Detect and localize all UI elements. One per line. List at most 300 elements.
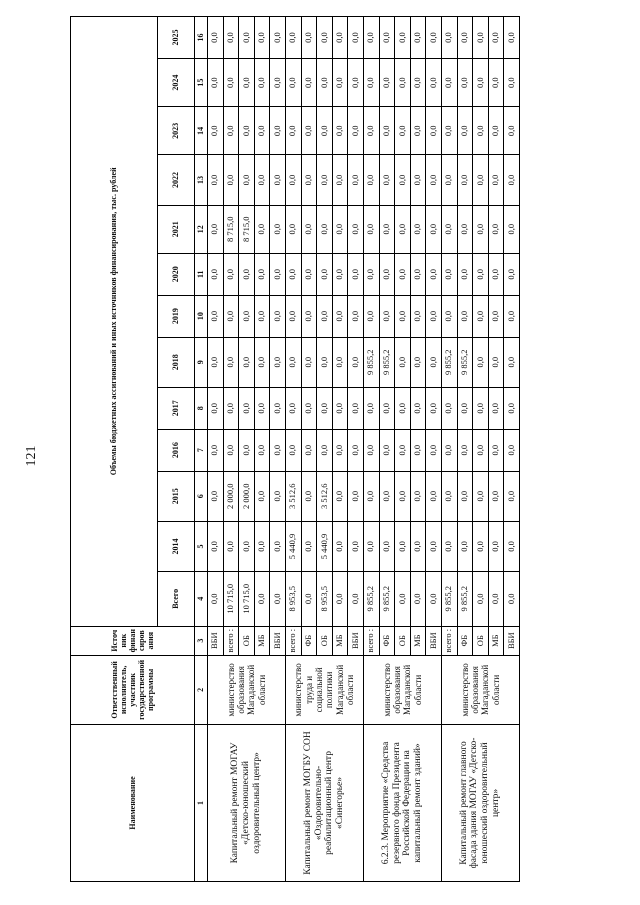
- year-value: 0,0: [473, 17, 489, 59]
- year-value: 0,0: [301, 429, 317, 471]
- year-header: 2018: [158, 337, 195, 387]
- year-value: 0,0: [254, 107, 270, 155]
- year-value: 0,0: [504, 295, 520, 337]
- index-cell: 6: [195, 471, 208, 521]
- year-value: 0,0: [457, 521, 473, 571]
- rotated-table-wrapper: [70, 16, 570, 882]
- index-cell: 2: [195, 655, 208, 724]
- year-value: 0,0: [223, 429, 239, 471]
- year-value: 0,0: [239, 17, 255, 59]
- year-value: 0,0: [426, 253, 442, 295]
- year-value: 0,0: [332, 429, 348, 471]
- year-value: 0,0: [285, 337, 301, 387]
- total-value: 9 855,2: [457, 572, 473, 626]
- year-value: 0,0: [504, 107, 520, 155]
- total-value: 9 855,2: [441, 572, 457, 626]
- index-cell: 16: [195, 17, 208, 59]
- year-value: 0,0: [395, 295, 411, 337]
- year-value: 0,0: [410, 107, 426, 155]
- year-value: 0,0: [208, 253, 224, 295]
- year-value: 0,0: [348, 59, 364, 107]
- year-value: 9 855,2: [379, 337, 395, 387]
- activity-name: 6.2.3. Мероприятие «Средства резервного фонда Президента Российской Федерации на капитальный ремонт зданий»: [363, 724, 441, 881]
- year-value: 0,0: [473, 337, 489, 387]
- total-value: 0,0: [208, 572, 224, 626]
- funding-source: ОБ: [473, 626, 489, 655]
- funding-source: ОБ: [239, 626, 255, 655]
- year-value: 0,0: [317, 205, 333, 253]
- year-value: 0,0: [223, 17, 239, 59]
- year-value: 0,0: [348, 17, 364, 59]
- year-header: 2016: [158, 429, 195, 471]
- year-value: 0,0: [270, 295, 286, 337]
- year-value: 0,0: [208, 387, 224, 429]
- year-value: 0,0: [239, 429, 255, 471]
- year-value: 0,0: [208, 59, 224, 107]
- year-value: 0,0: [348, 295, 364, 337]
- year-value: 0,0: [332, 471, 348, 521]
- year-value: 0,0: [332, 253, 348, 295]
- year-value: 8 715,0: [223, 205, 239, 253]
- year-value: 0,0: [410, 337, 426, 387]
- year-value: 0,0: [301, 387, 317, 429]
- year-value: 0,0: [270, 387, 286, 429]
- year-value: 0,0: [410, 59, 426, 107]
- year-value: 0,0: [332, 155, 348, 205]
- year-value: 0,0: [239, 155, 255, 205]
- total-value: 9 855,2: [363, 572, 379, 626]
- year-value: 0,0: [426, 59, 442, 107]
- year-value: 0,0: [504, 471, 520, 521]
- year-value: 0,0: [223, 107, 239, 155]
- year-value: 0,0: [504, 429, 520, 471]
- year-value: 0,0: [473, 155, 489, 205]
- year-value: 0,0: [441, 471, 457, 521]
- year-value: 0,0: [410, 205, 426, 253]
- year-value: 0,0: [395, 107, 411, 155]
- year-value: 9 855,2: [363, 337, 379, 387]
- year-value: 3 512,6: [285, 471, 301, 521]
- year-value: 0,0: [317, 387, 333, 429]
- year-value: 0,0: [426, 295, 442, 337]
- year-value: 0,0: [426, 387, 442, 429]
- year-value: 0,0: [301, 17, 317, 59]
- year-value: 0,0: [504, 17, 520, 59]
- year-value: 0,0: [208, 521, 224, 571]
- year-value: 0,0: [348, 471, 364, 521]
- year-value: 0,0: [395, 521, 411, 571]
- col-source-header: Источ ник финан сиров ания: [71, 626, 195, 655]
- total-value: 0,0: [504, 572, 520, 626]
- year-value: 0,0: [332, 337, 348, 387]
- header-row-1: [71, 17, 158, 882]
- total-value: 0,0: [395, 572, 411, 626]
- year-header: 2017: [158, 387, 195, 429]
- funding-source: МБ: [254, 626, 270, 655]
- year-value: 0,0: [208, 155, 224, 205]
- funding-source: МБ: [332, 626, 348, 655]
- year-value: 0,0: [285, 253, 301, 295]
- index-cell: 7: [195, 429, 208, 471]
- year-value: 0,0: [317, 295, 333, 337]
- activity-name: Капитальный ремонт главного фасада здания МОГАУ «Детско-юношеский оздоровительный центр»: [441, 724, 519, 881]
- total-value: 0,0: [332, 572, 348, 626]
- year-header: 2014: [158, 521, 195, 571]
- year-value: 0,0: [441, 59, 457, 107]
- year-value: 0,0: [301, 59, 317, 107]
- total-value: 9 855,2: [379, 572, 395, 626]
- financing-table: [70, 16, 520, 882]
- year-value: 0,0: [254, 429, 270, 471]
- year-value: 0,0: [285, 155, 301, 205]
- year-value: 0,0: [363, 521, 379, 571]
- year-value: 0,0: [363, 471, 379, 521]
- year-value: 0,0: [285, 387, 301, 429]
- index-cell: 14: [195, 107, 208, 155]
- index-cell: 1: [195, 724, 208, 881]
- year-value: 0,0: [301, 205, 317, 253]
- year-value: 0,0: [270, 107, 286, 155]
- year-value: 0,0: [363, 205, 379, 253]
- year-value: 0,0: [208, 337, 224, 387]
- index-cell: 11: [195, 253, 208, 295]
- table-row: [208, 17, 224, 882]
- year-header: 2025: [158, 17, 195, 59]
- year-value: 0,0: [348, 429, 364, 471]
- year-value: 0,0: [254, 17, 270, 59]
- year-value: 0,0: [348, 107, 364, 155]
- year-value: 0,0: [317, 155, 333, 205]
- year-value: 0,0: [395, 253, 411, 295]
- total-value: 0,0: [254, 572, 270, 626]
- year-value: 0,0: [285, 17, 301, 59]
- year-value: 0,0: [379, 471, 395, 521]
- activity-name: Капитальный ремонт МОГАУ «Детско-юношеский оздоровительный центр»: [208, 724, 286, 881]
- year-value: 0,0: [457, 253, 473, 295]
- year-value: 0,0: [208, 429, 224, 471]
- funding-source: ВБИ: [348, 626, 364, 655]
- year-value: 5 440,9: [317, 521, 333, 571]
- year-value: 0,0: [379, 205, 395, 253]
- year-value: 0,0: [332, 107, 348, 155]
- year-value: 0,0: [410, 295, 426, 337]
- year-value: 0,0: [379, 155, 395, 205]
- year-value: 0,0: [270, 59, 286, 107]
- year-value: 0,0: [473, 387, 489, 429]
- year-value: 2 000,0: [239, 471, 255, 521]
- year-value: 0,0: [317, 59, 333, 107]
- year-value: 0,0: [426, 337, 442, 387]
- year-value: 0,0: [270, 205, 286, 253]
- year-value: 0,0: [270, 471, 286, 521]
- year-value: 0,0: [410, 471, 426, 521]
- year-value: 0,0: [395, 17, 411, 59]
- year-value: 0,0: [379, 521, 395, 571]
- year-value: 0,0: [488, 253, 504, 295]
- year-value: 0,0: [395, 205, 411, 253]
- year-value: 0,0: [457, 295, 473, 337]
- year-value: 0,0: [426, 107, 442, 155]
- year-value: 0,0: [270, 429, 286, 471]
- year-header: 2023: [158, 107, 195, 155]
- year-value: 0,0: [239, 59, 255, 107]
- year-value: 0,0: [504, 155, 520, 205]
- funding-source: ФБ: [457, 626, 473, 655]
- year-value: 0,0: [488, 337, 504, 387]
- total-value: 0,0: [301, 572, 317, 626]
- year-value: 0,0: [426, 205, 442, 253]
- year-value: 0,0: [379, 387, 395, 429]
- year-value: 3 512,6: [317, 471, 333, 521]
- year-value: 0,0: [317, 253, 333, 295]
- year-value: 0,0: [208, 295, 224, 337]
- year-value: 0,0: [410, 429, 426, 471]
- funding-source: всего :: [285, 626, 301, 655]
- year-value: 0,0: [348, 387, 364, 429]
- year-value: 0,0: [426, 155, 442, 205]
- total-value: 0,0: [473, 572, 489, 626]
- year-value: 0,0: [473, 521, 489, 571]
- year-value: 0,0: [379, 107, 395, 155]
- total-value: 10 715,0: [223, 572, 239, 626]
- year-value: 8 715,0: [239, 205, 255, 253]
- year-value: 0,0: [395, 387, 411, 429]
- year-value: 0,0: [223, 59, 239, 107]
- year-value: 0,0: [410, 17, 426, 59]
- year-value: 0,0: [441, 387, 457, 429]
- total-value: 8 953,5: [285, 572, 301, 626]
- year-value: 0,0: [363, 253, 379, 295]
- year-value: 0,0: [410, 155, 426, 205]
- year-value: 0,0: [395, 155, 411, 205]
- year-value: 0,0: [363, 155, 379, 205]
- year-value: 0,0: [301, 337, 317, 387]
- year-value: 0,0: [457, 17, 473, 59]
- year-value: 0,0: [504, 521, 520, 571]
- year-value: 0,0: [332, 521, 348, 571]
- year-value: 0,0: [426, 521, 442, 571]
- year-value: 0,0: [457, 107, 473, 155]
- funding-source: ФБ: [379, 626, 395, 655]
- year-value: 0,0: [363, 429, 379, 471]
- year-value: 0,0: [457, 471, 473, 521]
- table-row: [363, 17, 379, 882]
- index-cell: 9: [195, 337, 208, 387]
- year-value: 0,0: [441, 295, 457, 337]
- funding-source: всего :: [441, 626, 457, 655]
- year-value: 0,0: [285, 295, 301, 337]
- year-value: 0,0: [488, 155, 504, 205]
- year-value: 0,0: [473, 429, 489, 471]
- year-value: 0,0: [239, 337, 255, 387]
- total-value: 10 715,0: [239, 572, 255, 626]
- year-header: 2021: [158, 205, 195, 253]
- year-value: 0,0: [379, 17, 395, 59]
- index-cell: 5: [195, 521, 208, 571]
- year-value: 0,0: [441, 155, 457, 205]
- year-value: 0,0: [441, 521, 457, 571]
- total-value: 0,0: [426, 572, 442, 626]
- year-value: 0,0: [270, 17, 286, 59]
- year-value: 0,0: [426, 17, 442, 59]
- year-value: 0,0: [254, 253, 270, 295]
- index-cell: 3: [195, 626, 208, 655]
- funding-source: ОБ: [317, 626, 333, 655]
- year-value: 0,0: [301, 295, 317, 337]
- year-value: 0,0: [285, 429, 301, 471]
- year-value: 0,0: [504, 205, 520, 253]
- year-value: 0,0: [254, 59, 270, 107]
- year-value: 0,0: [239, 253, 255, 295]
- year-value: 0,0: [317, 107, 333, 155]
- year-value: 0,0: [270, 337, 286, 387]
- year-value: 0,0: [270, 521, 286, 571]
- year-value: 0,0: [488, 17, 504, 59]
- year-value: 0,0: [363, 59, 379, 107]
- year-value: 0,0: [254, 155, 270, 205]
- year-value: 0,0: [504, 387, 520, 429]
- year-value: 0,0: [208, 17, 224, 59]
- year-value: 0,0: [239, 387, 255, 429]
- year-value: 0,0: [504, 59, 520, 107]
- index-cell: 8: [195, 387, 208, 429]
- year-value: 0,0: [301, 521, 317, 571]
- year-value: 0,0: [379, 59, 395, 107]
- col-total-header: Всего: [158, 572, 195, 626]
- year-value: 0,0: [457, 59, 473, 107]
- year-value: 0,0: [254, 387, 270, 429]
- year-value: 0,0: [488, 521, 504, 571]
- total-value: 0,0: [410, 572, 426, 626]
- year-value: 0,0: [441, 107, 457, 155]
- year-value: 0,0: [223, 253, 239, 295]
- year-value: 0,0: [348, 253, 364, 295]
- index-cell: 10: [195, 295, 208, 337]
- year-header: 2015: [158, 471, 195, 521]
- volume-title-header: Объемы бюджетных ассигнований и иных источников финансирования, тыс. рублей: [71, 17, 158, 627]
- year-value: 0,0: [363, 387, 379, 429]
- year-value: 0,0: [395, 429, 411, 471]
- year-value: 0,0: [473, 253, 489, 295]
- funding-source: ВБИ: [208, 626, 224, 655]
- year-value: 0,0: [332, 17, 348, 59]
- year-value: 0,0: [426, 429, 442, 471]
- funding-source: всего :: [223, 626, 239, 655]
- year-value: 0,0: [239, 295, 255, 337]
- year-value: 0,0: [457, 205, 473, 253]
- col-name-header: Наименование: [71, 724, 195, 881]
- year-value: 0,0: [285, 59, 301, 107]
- year-value: 0,0: [363, 295, 379, 337]
- year-value: 0,0: [285, 107, 301, 155]
- year-value: 0,0: [254, 521, 270, 571]
- activity-name: Капитальный ремонт МОГБУ СОН «Оздоровительно-реабилитационный центр «Синегорье»: [285, 724, 363, 881]
- year-value: 0,0: [223, 337, 239, 387]
- year-header: 2019: [158, 295, 195, 337]
- year-value: 0,0: [473, 205, 489, 253]
- year-value: 0,0: [254, 295, 270, 337]
- index-cell: 4: [195, 572, 208, 626]
- year-value: 0,0: [457, 429, 473, 471]
- year-value: 0,0: [223, 387, 239, 429]
- responsible-executor: министерство труда и социальной политики Магаданской области: [285, 655, 363, 724]
- column-index-row: [195, 17, 208, 882]
- year-value: 0,0: [332, 295, 348, 337]
- year-value: 9 855,2: [441, 337, 457, 387]
- funding-source: ОБ: [395, 626, 411, 655]
- year-value: 0,0: [301, 107, 317, 155]
- year-value: 0,0: [410, 253, 426, 295]
- year-value: 0,0: [239, 521, 255, 571]
- year-value: 0,0: [488, 295, 504, 337]
- year-value: 0,0: [488, 387, 504, 429]
- year-value: 0,0: [254, 337, 270, 387]
- year-value: 0,0: [488, 429, 504, 471]
- year-value: 0,0: [379, 295, 395, 337]
- year-header: 2024: [158, 59, 195, 107]
- funding-source: ВБИ: [504, 626, 520, 655]
- year-value: 0,0: [317, 17, 333, 59]
- year-value: 0,0: [301, 155, 317, 205]
- year-value: 0,0: [441, 429, 457, 471]
- table-row: [441, 17, 457, 882]
- year-value: 0,0: [410, 387, 426, 429]
- year-value: 5 440,9: [285, 521, 301, 571]
- year-value: 0,0: [488, 107, 504, 155]
- year-value: 2 000,0: [223, 471, 239, 521]
- page-number: 121: [24, 445, 39, 467]
- year-value: 0,0: [254, 205, 270, 253]
- year-value: 0,0: [395, 59, 411, 107]
- year-value: 0,0: [363, 17, 379, 59]
- year-value: 0,0: [270, 253, 286, 295]
- total-value: 8 953,5: [317, 572, 333, 626]
- year-value: 0,0: [504, 253, 520, 295]
- index-cell: 13: [195, 155, 208, 205]
- year-header: 2020: [158, 253, 195, 295]
- year-value: 0,0: [223, 521, 239, 571]
- year-value: 0,0: [301, 253, 317, 295]
- year-value: 0,0: [208, 471, 224, 521]
- year-value: 0,0: [317, 337, 333, 387]
- table-row: [285, 17, 301, 882]
- year-value: 0,0: [363, 107, 379, 155]
- year-value: 0,0: [395, 471, 411, 521]
- year-value: 0,0: [473, 107, 489, 155]
- year-value: 0,0: [457, 387, 473, 429]
- year-value: 0,0: [223, 295, 239, 337]
- responsible-executor: министерство образования Магаданской области: [441, 655, 519, 724]
- year-value: 9 855,2: [457, 337, 473, 387]
- year-value: 0,0: [379, 429, 395, 471]
- year-value: 0,0: [504, 337, 520, 387]
- total-value: 0,0: [270, 572, 286, 626]
- year-header: 2022: [158, 155, 195, 205]
- year-value: 0,0: [473, 471, 489, 521]
- year-value: 0,0: [473, 59, 489, 107]
- year-value: 0,0: [379, 253, 395, 295]
- col-responsible-header: Ответственный исполнитель, участник государственной программы: [71, 655, 195, 724]
- year-value: 0,0: [332, 205, 348, 253]
- year-value: 0,0: [395, 337, 411, 387]
- year-value: 0,0: [441, 253, 457, 295]
- year-value: 0,0: [488, 59, 504, 107]
- funding-source: ВБИ: [270, 626, 286, 655]
- year-value: 0,0: [473, 295, 489, 337]
- year-value: 0,0: [348, 155, 364, 205]
- total-value: 0,0: [488, 572, 504, 626]
- year-value: 0,0: [254, 471, 270, 521]
